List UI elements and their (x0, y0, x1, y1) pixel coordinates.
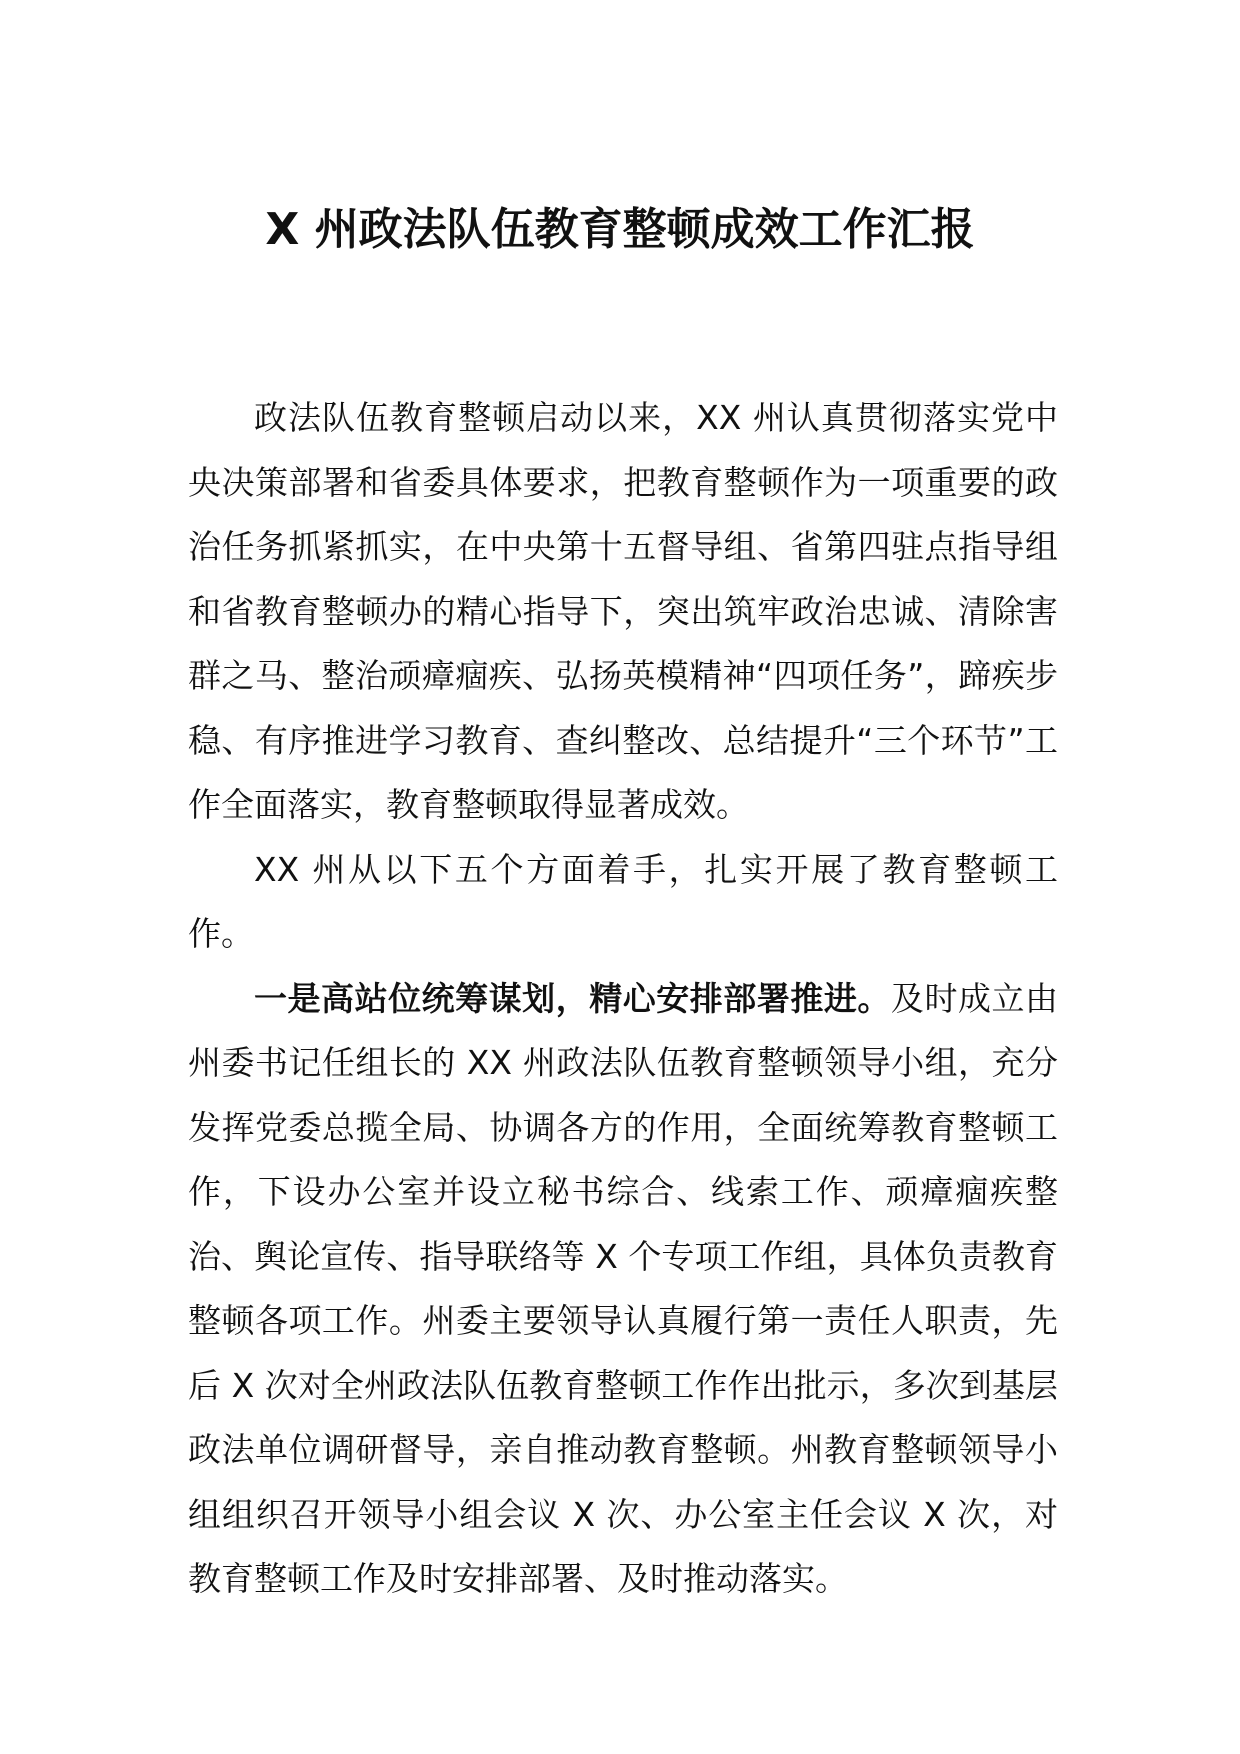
paragraph-overview-text: XX 州从以下五个方面着手，扎实开展了教育整顿工作。 (188, 849, 1058, 953)
paragraph-point-one-lead: 一是高站位统筹谋划，精心安排部署推进。 (254, 978, 891, 1018)
paragraph-point-one-text: 及时成立由州委书记任组长的 XX 州政法队伍教育整顿领导小组，充分发挥党委总揽全局、协调各方的作用，全面统筹教育整顿工作，下设办公室并设立秘书综合、线索工作、顽瘴痼疾整治、舆论宣传、指导联络等 X 个专项工作组，具体负责教育整顿各项工作。州委主要领导认真履行第一责任人职责，先后 X 次对全州政法队伍教育整顿工作作出批示，多次到基层政法单位调研督导，亲自推动教育整顿。州教育整顿领导小组组织召开领导小组会议 X 次、办公室主任会议 X 次，对教育整顿工作及时安排部署、及时推动落实。 (188, 978, 1059, 1598)
paragraph-intro (188, 386, 1058, 838)
document-body (188, 386, 1058, 1612)
paragraph-intro-text: 政法队伍教育整顿启动以来，XX 州认真贯彻落实党中央决策部署和省委具体要求，把教育整顿作为一项重要的政治任务抓紧抓实，在中央第十五督导组、省第四驻点指导组和省教育整顿办的精心指导下，突出筑牢政治忠诚、清除害群之马、整治顽瘴痼疾、弘扬英模精神“四项任务”，蹄疾步稳、有序推进学习教育、查纠整改、总结提升“三个环节”工作全面落实，教育整顿取得显著成效。 (188, 398, 1058, 824)
document-title: X 州政法队伍教育整顿成效工作汇报 (265, 204, 975, 255)
paragraph-overview (188, 838, 1058, 967)
paragraph-point-one (188, 967, 1058, 1612)
